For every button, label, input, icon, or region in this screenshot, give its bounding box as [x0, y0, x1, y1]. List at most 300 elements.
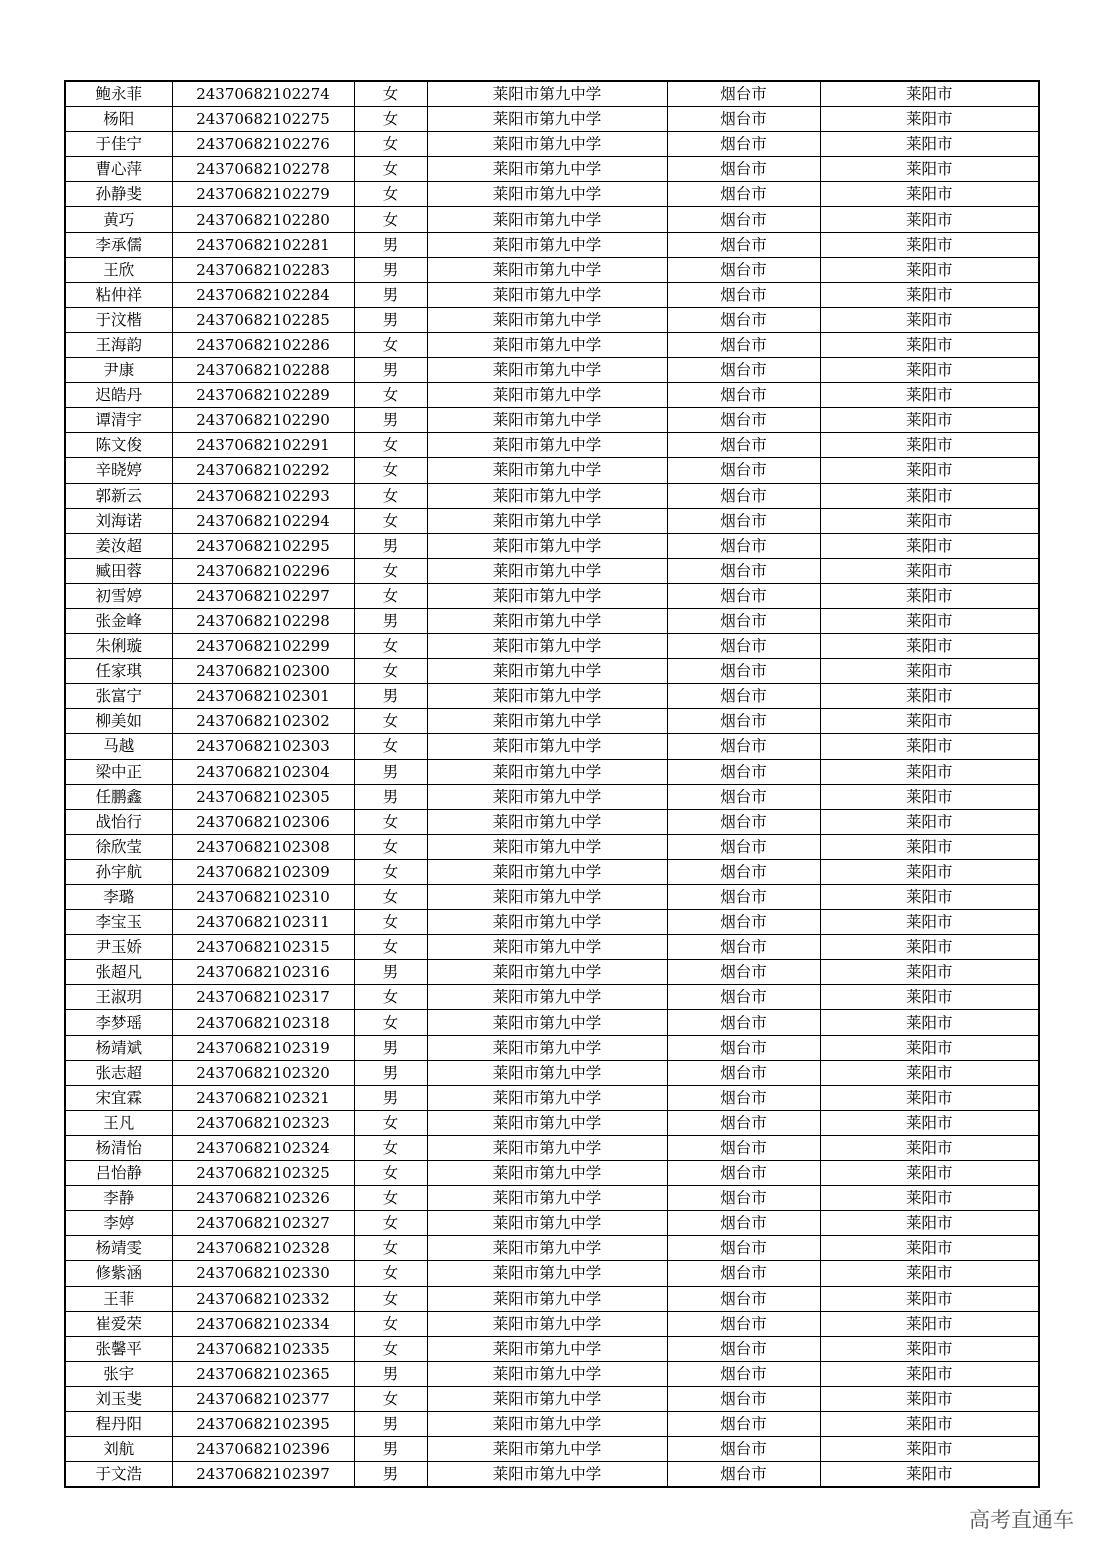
table-row — [65, 1361, 1039, 1386]
table-row — [65, 709, 1039, 734]
city-cell: 烟台市 — [667, 734, 820, 759]
table-row — [65, 458, 1039, 483]
district-cell: 莱阳市 — [820, 1437, 1039, 1462]
gender-cell: 女 — [354, 433, 427, 458]
city-cell: 烟台市 — [667, 157, 820, 182]
table-row — [65, 332, 1039, 357]
exam-id-cell: 24370682102397 — [172, 1462, 354, 1488]
student-name-cell: 李静 — [65, 1186, 172, 1211]
district-cell: 莱阳市 — [820, 383, 1039, 408]
table-row — [65, 282, 1039, 307]
gender-cell: 女 — [354, 1336, 427, 1361]
exam-id-cell: 24370682102330 — [172, 1261, 354, 1286]
district-cell: 莱阳市 — [820, 282, 1039, 307]
school-cell: 莱阳市第九中学 — [427, 1211, 667, 1236]
table-row — [65, 834, 1039, 859]
exam-id-cell: 24370682102310 — [172, 885, 354, 910]
school-cell: 莱阳市第九中学 — [427, 1437, 667, 1462]
gender-cell: 女 — [354, 458, 427, 483]
student-name-cell: 王欣 — [65, 257, 172, 282]
district-cell: 莱阳市 — [820, 1135, 1039, 1160]
student-name-cell: 修紫涵 — [65, 1261, 172, 1286]
exam-id-cell: 24370682102281 — [172, 232, 354, 257]
student-name-cell: 张馨平 — [65, 1336, 172, 1361]
gender-cell: 男 — [354, 1035, 427, 1060]
city-cell: 烟台市 — [667, 608, 820, 633]
district-cell: 莱阳市 — [820, 1211, 1039, 1236]
exam-id-cell: 24370682102278 — [172, 157, 354, 182]
gender-cell: 女 — [354, 157, 427, 182]
district-cell: 莱阳市 — [820, 1311, 1039, 1336]
table-row — [65, 809, 1039, 834]
school-cell: 莱阳市第九中学 — [427, 257, 667, 282]
student-name-cell: 于佳宁 — [65, 132, 172, 157]
student-roster-table — [64, 80, 1040, 1488]
table-row — [65, 634, 1039, 659]
exam-id-cell: 24370682102303 — [172, 734, 354, 759]
city-cell: 烟台市 — [667, 282, 820, 307]
student-name-cell: 孙宇航 — [65, 859, 172, 884]
gender-cell: 女 — [354, 809, 427, 834]
school-cell: 莱阳市第九中学 — [427, 1336, 667, 1361]
gender-cell: 女 — [354, 709, 427, 734]
school-cell: 莱阳市第九中学 — [427, 885, 667, 910]
district-cell: 莱阳市 — [820, 1085, 1039, 1110]
gender-cell: 女 — [354, 834, 427, 859]
district-cell: 莱阳市 — [820, 408, 1039, 433]
school-cell: 莱阳市第九中学 — [427, 358, 667, 383]
district-cell: 莱阳市 — [820, 734, 1039, 759]
exam-id-cell: 24370682102335 — [172, 1336, 354, 1361]
table-row — [65, 157, 1039, 182]
student-name-cell: 谭清宇 — [65, 408, 172, 433]
exam-id-cell: 24370682102297 — [172, 583, 354, 608]
school-cell: 莱阳市第九中学 — [427, 608, 667, 633]
school-cell: 莱阳市第九中学 — [427, 81, 667, 107]
exam-id-cell: 24370682102279 — [172, 182, 354, 207]
school-cell: 莱阳市第九中学 — [427, 784, 667, 809]
city-cell: 烟台市 — [667, 1411, 820, 1436]
gender-cell: 女 — [354, 1211, 427, 1236]
school-cell: 莱阳市第九中学 — [427, 910, 667, 935]
gender-cell: 男 — [354, 1060, 427, 1085]
exam-id-cell: 24370682102326 — [172, 1186, 354, 1211]
exam-id-cell: 24370682102289 — [172, 383, 354, 408]
exam-id-cell: 24370682102292 — [172, 458, 354, 483]
city-cell: 烟台市 — [667, 634, 820, 659]
exam-id-cell: 24370682102324 — [172, 1135, 354, 1160]
table-row — [65, 684, 1039, 709]
exam-id-cell: 24370682102321 — [172, 1085, 354, 1110]
exam-id-cell: 24370682102298 — [172, 608, 354, 633]
district-cell: 莱阳市 — [820, 1186, 1039, 1211]
gender-cell: 女 — [354, 383, 427, 408]
table-row — [65, 1462, 1039, 1488]
city-cell: 烟台市 — [667, 1311, 820, 1336]
school-cell: 莱阳市第九中学 — [427, 1085, 667, 1110]
gender-cell: 男 — [354, 358, 427, 383]
district-cell: 莱阳市 — [820, 935, 1039, 960]
gender-cell: 女 — [354, 634, 427, 659]
table-row — [65, 859, 1039, 884]
gender-cell: 女 — [354, 1386, 427, 1411]
city-cell: 烟台市 — [667, 759, 820, 784]
city-cell: 烟台市 — [667, 784, 820, 809]
district-cell: 莱阳市 — [820, 634, 1039, 659]
student-name-cell: 张志超 — [65, 1060, 172, 1085]
district-cell: 莱阳市 — [820, 1411, 1039, 1436]
gender-cell: 女 — [354, 107, 427, 132]
student-name-cell: 张宇 — [65, 1361, 172, 1386]
school-cell: 莱阳市第九中学 — [427, 1286, 667, 1311]
district-cell: 莱阳市 — [820, 709, 1039, 734]
student-name-cell: 孙静斐 — [65, 182, 172, 207]
school-cell: 莱阳市第九中学 — [427, 1386, 667, 1411]
school-cell: 莱阳市第九中学 — [427, 759, 667, 784]
roster-body — [65, 81, 1039, 1487]
city-cell: 烟台市 — [667, 985, 820, 1010]
school-cell: 莱阳市第九中学 — [427, 383, 667, 408]
exam-id-cell: 24370682102295 — [172, 533, 354, 558]
gender-cell: 男 — [354, 960, 427, 985]
exam-id-cell: 24370682102290 — [172, 408, 354, 433]
student-name-cell: 初雪婷 — [65, 583, 172, 608]
district-cell: 莱阳市 — [820, 157, 1039, 182]
table-row — [65, 1186, 1039, 1211]
exam-id-cell: 24370682102311 — [172, 910, 354, 935]
district-cell: 莱阳市 — [820, 659, 1039, 684]
gender-cell: 男 — [354, 759, 427, 784]
student-name-cell: 刘玉斐 — [65, 1386, 172, 1411]
gender-cell: 女 — [354, 1010, 427, 1035]
table-row — [65, 558, 1039, 583]
school-cell: 莱阳市第九中学 — [427, 107, 667, 132]
table-row — [65, 1010, 1039, 1035]
exam-id-cell: 24370682102396 — [172, 1437, 354, 1462]
school-cell: 莱阳市第九中学 — [427, 508, 667, 533]
district-cell: 莱阳市 — [820, 684, 1039, 709]
city-cell: 烟台市 — [667, 1135, 820, 1160]
table-row — [65, 182, 1039, 207]
student-name-cell: 马越 — [65, 734, 172, 759]
gender-cell: 女 — [354, 1135, 427, 1160]
table-row — [65, 1411, 1039, 1436]
table-row — [65, 383, 1039, 408]
school-cell: 莱阳市第九中学 — [427, 332, 667, 357]
district-cell: 莱阳市 — [820, 960, 1039, 985]
district-cell: 莱阳市 — [820, 533, 1039, 558]
district-cell: 莱阳市 — [820, 834, 1039, 859]
exam-id-cell: 24370682102300 — [172, 659, 354, 684]
student-name-cell: 李宝玉 — [65, 910, 172, 935]
student-name-cell: 尹康 — [65, 358, 172, 383]
exam-id-cell: 24370682102309 — [172, 859, 354, 884]
student-name-cell: 杨靖斌 — [65, 1035, 172, 1060]
exam-id-cell: 24370682102296 — [172, 558, 354, 583]
exam-id-cell: 24370682102323 — [172, 1110, 354, 1135]
city-cell: 烟台市 — [667, 659, 820, 684]
district-cell: 莱阳市 — [820, 458, 1039, 483]
school-cell: 莱阳市第九中学 — [427, 583, 667, 608]
exam-id-cell: 24370682102291 — [172, 433, 354, 458]
school-cell: 莱阳市第九中学 — [427, 1411, 667, 1436]
district-cell: 莱阳市 — [820, 81, 1039, 107]
city-cell: 烟台市 — [667, 684, 820, 709]
student-name-cell: 杨靖雯 — [65, 1236, 172, 1261]
exam-id-cell: 24370682102325 — [172, 1161, 354, 1186]
student-name-cell: 曹心萍 — [65, 157, 172, 182]
school-cell: 莱阳市第九中学 — [427, 985, 667, 1010]
city-cell: 烟台市 — [667, 1110, 820, 1135]
student-name-cell: 于汶楷 — [65, 307, 172, 332]
district-cell: 莱阳市 — [820, 483, 1039, 508]
table-row — [65, 483, 1039, 508]
school-cell: 莱阳市第九中学 — [427, 1311, 667, 1336]
gender-cell: 男 — [354, 784, 427, 809]
table-row — [65, 1110, 1039, 1135]
student-name-cell: 柳美如 — [65, 709, 172, 734]
school-cell: 莱阳市第九中学 — [427, 834, 667, 859]
district-cell: 莱阳市 — [820, 1386, 1039, 1411]
district-cell: 莱阳市 — [820, 985, 1039, 1010]
student-name-cell: 王海韵 — [65, 332, 172, 357]
exam-id-cell: 24370682102274 — [172, 81, 354, 107]
school-cell: 莱阳市第九中学 — [427, 684, 667, 709]
student-name-cell: 陈文俊 — [65, 433, 172, 458]
school-cell: 莱阳市第九中学 — [427, 558, 667, 583]
table-row — [65, 533, 1039, 558]
city-cell: 烟台市 — [667, 859, 820, 884]
city-cell: 烟台市 — [667, 1386, 820, 1411]
exam-id-cell: 24370682102332 — [172, 1286, 354, 1311]
district-cell: 莱阳市 — [820, 1161, 1039, 1186]
table-row — [65, 1261, 1039, 1286]
table-row — [65, 1085, 1039, 1110]
district-cell: 莱阳市 — [820, 910, 1039, 935]
school-cell: 莱阳市第九中学 — [427, 1462, 667, 1488]
student-name-cell: 张金峰 — [65, 608, 172, 633]
gender-cell: 女 — [354, 132, 427, 157]
district-cell: 莱阳市 — [820, 809, 1039, 834]
student-name-cell: 程丹阳 — [65, 1411, 172, 1436]
city-cell: 烟台市 — [667, 132, 820, 157]
exam-id-cell: 24370682102302 — [172, 709, 354, 734]
gender-cell: 女 — [354, 332, 427, 357]
city-cell: 烟台市 — [667, 433, 820, 458]
exam-id-cell: 24370682102320 — [172, 1060, 354, 1085]
exam-id-cell: 24370682102286 — [172, 332, 354, 357]
exam-id-cell: 24370682102395 — [172, 1411, 354, 1436]
gender-cell: 男 — [354, 608, 427, 633]
city-cell: 烟台市 — [667, 107, 820, 132]
city-cell: 烟台市 — [667, 1010, 820, 1035]
district-cell: 莱阳市 — [820, 1010, 1039, 1035]
district-cell: 莱阳市 — [820, 1060, 1039, 1085]
city-cell: 烟台市 — [667, 960, 820, 985]
student-name-cell: 辛晓婷 — [65, 458, 172, 483]
student-name-cell: 李璐 — [65, 885, 172, 910]
table-row — [65, 132, 1039, 157]
student-name-cell: 迟皓丹 — [65, 383, 172, 408]
gender-cell: 男 — [354, 533, 427, 558]
exam-id-cell: 24370682102305 — [172, 784, 354, 809]
city-cell: 烟台市 — [667, 533, 820, 558]
city-cell: 烟台市 — [667, 910, 820, 935]
table-row — [65, 659, 1039, 684]
exam-id-cell: 24370682102327 — [172, 1211, 354, 1236]
student-name-cell: 黄巧 — [65, 207, 172, 232]
table-row — [65, 1161, 1039, 1186]
table-row — [65, 583, 1039, 608]
student-name-cell: 杨阳 — [65, 107, 172, 132]
exam-id-cell: 24370682102301 — [172, 684, 354, 709]
school-cell: 莱阳市第九中学 — [427, 1010, 667, 1035]
district-cell: 莱阳市 — [820, 207, 1039, 232]
gender-cell: 女 — [354, 1261, 427, 1286]
school-cell: 莱阳市第九中学 — [427, 1060, 667, 1085]
district-cell: 莱阳市 — [820, 307, 1039, 332]
table-row — [65, 433, 1039, 458]
student-name-cell: 鲍永菲 — [65, 81, 172, 107]
table-row — [65, 1060, 1039, 1085]
school-cell: 莱阳市第九中学 — [427, 182, 667, 207]
exam-id-cell: 24370682102317 — [172, 985, 354, 1010]
school-cell: 莱阳市第九中学 — [427, 232, 667, 257]
school-cell: 莱阳市第九中学 — [427, 709, 667, 734]
school-cell: 莱阳市第九中学 — [427, 1110, 667, 1135]
table-row — [65, 935, 1039, 960]
table-row — [65, 232, 1039, 257]
exam-id-cell: 24370682102308 — [172, 834, 354, 859]
school-cell: 莱阳市第九中学 — [427, 157, 667, 182]
gender-cell: 女 — [354, 885, 427, 910]
gender-cell: 女 — [354, 1236, 427, 1261]
exam-id-cell: 24370682102319 — [172, 1035, 354, 1060]
school-cell: 莱阳市第九中学 — [427, 433, 667, 458]
gender-cell: 女 — [354, 1311, 427, 1336]
table-row — [65, 408, 1039, 433]
exam-id-cell: 24370682102377 — [172, 1386, 354, 1411]
city-cell: 烟台市 — [667, 458, 820, 483]
table-row — [65, 1437, 1039, 1462]
school-cell: 莱阳市第九中学 — [427, 1236, 667, 1261]
table-row — [65, 910, 1039, 935]
school-cell: 莱阳市第九中学 — [427, 533, 667, 558]
school-cell: 莱阳市第九中学 — [427, 132, 667, 157]
student-name-cell: 徐欣莹 — [65, 834, 172, 859]
district-cell: 莱阳市 — [820, 859, 1039, 884]
district-cell: 莱阳市 — [820, 885, 1039, 910]
student-name-cell: 王凡 — [65, 1110, 172, 1135]
school-cell: 莱阳市第九中学 — [427, 1186, 667, 1211]
table-row — [65, 784, 1039, 809]
gender-cell: 男 — [354, 257, 427, 282]
student-name-cell: 姜汝超 — [65, 533, 172, 558]
city-cell: 烟台市 — [667, 307, 820, 332]
student-name-cell: 吕怡静 — [65, 1161, 172, 1186]
table-row — [65, 358, 1039, 383]
gender-cell: 男 — [354, 1361, 427, 1386]
student-name-cell: 张富宁 — [65, 684, 172, 709]
exam-id-cell: 24370682102299 — [172, 634, 354, 659]
exam-id-cell: 24370682102293 — [172, 483, 354, 508]
gender-cell: 男 — [354, 1437, 427, 1462]
school-cell: 莱阳市第九中学 — [427, 408, 667, 433]
exam-id-cell: 24370682102283 — [172, 257, 354, 282]
table-row — [65, 1386, 1039, 1411]
exam-id-cell: 24370682102304 — [172, 759, 354, 784]
gender-cell: 男 — [354, 307, 427, 332]
school-cell: 莱阳市第九中学 — [427, 483, 667, 508]
city-cell: 烟台市 — [667, 383, 820, 408]
city-cell: 烟台市 — [667, 1462, 820, 1488]
gender-cell: 男 — [354, 684, 427, 709]
gender-cell: 女 — [354, 910, 427, 935]
city-cell: 烟台市 — [667, 935, 820, 960]
exam-id-cell: 24370682102284 — [172, 282, 354, 307]
district-cell: 莱阳市 — [820, 608, 1039, 633]
gender-cell: 男 — [354, 282, 427, 307]
district-cell: 莱阳市 — [820, 257, 1039, 282]
city-cell: 烟台市 — [667, 232, 820, 257]
table-row — [65, 1035, 1039, 1060]
school-cell: 莱阳市第九中学 — [427, 1261, 667, 1286]
student-name-cell: 战怡行 — [65, 809, 172, 834]
city-cell: 烟台市 — [667, 1336, 820, 1361]
exam-id-cell: 24370682102280 — [172, 207, 354, 232]
exam-id-cell: 24370682102328 — [172, 1236, 354, 1261]
city-cell: 烟台市 — [667, 583, 820, 608]
exam-id-cell: 24370682102276 — [172, 132, 354, 157]
gender-cell: 女 — [354, 659, 427, 684]
school-cell: 莱阳市第九中学 — [427, 1361, 667, 1386]
watermark-text: 高考直通车 — [969, 1508, 1074, 1532]
gender-cell: 女 — [354, 182, 427, 207]
city-cell: 烟台市 — [667, 709, 820, 734]
district-cell: 莱阳市 — [820, 1261, 1039, 1286]
district-cell: 莱阳市 — [820, 182, 1039, 207]
gender-cell: 女 — [354, 1186, 427, 1211]
district-cell: 莱阳市 — [820, 1336, 1039, 1361]
district-cell: 莱阳市 — [820, 332, 1039, 357]
table-row — [65, 207, 1039, 232]
district-cell: 莱阳市 — [820, 784, 1039, 809]
school-cell: 莱阳市第九中学 — [427, 458, 667, 483]
student-name-cell: 郭新云 — [65, 483, 172, 508]
city-cell: 烟台市 — [667, 1361, 820, 1386]
student-name-cell: 任家琪 — [65, 659, 172, 684]
gender-cell: 女 — [354, 558, 427, 583]
city-cell: 烟台市 — [667, 257, 820, 282]
city-cell: 烟台市 — [667, 358, 820, 383]
exam-id-cell: 24370682102318 — [172, 1010, 354, 1035]
city-cell: 烟台市 — [667, 1211, 820, 1236]
school-cell: 莱阳市第九中学 — [427, 1161, 667, 1186]
gender-cell: 男 — [354, 408, 427, 433]
table-row — [65, 307, 1039, 332]
gender-cell: 女 — [354, 935, 427, 960]
gender-cell: 女 — [354, 1286, 427, 1311]
table-row — [65, 508, 1039, 533]
city-cell: 烟台市 — [667, 1236, 820, 1261]
school-cell: 莱阳市第九中学 — [427, 659, 667, 684]
exam-id-cell: 24370682102294 — [172, 508, 354, 533]
table-row — [65, 81, 1039, 107]
gender-cell: 女 — [354, 859, 427, 884]
student-name-cell: 粘仲祥 — [65, 282, 172, 307]
district-cell: 莱阳市 — [820, 759, 1039, 784]
district-cell: 莱阳市 — [820, 558, 1039, 583]
